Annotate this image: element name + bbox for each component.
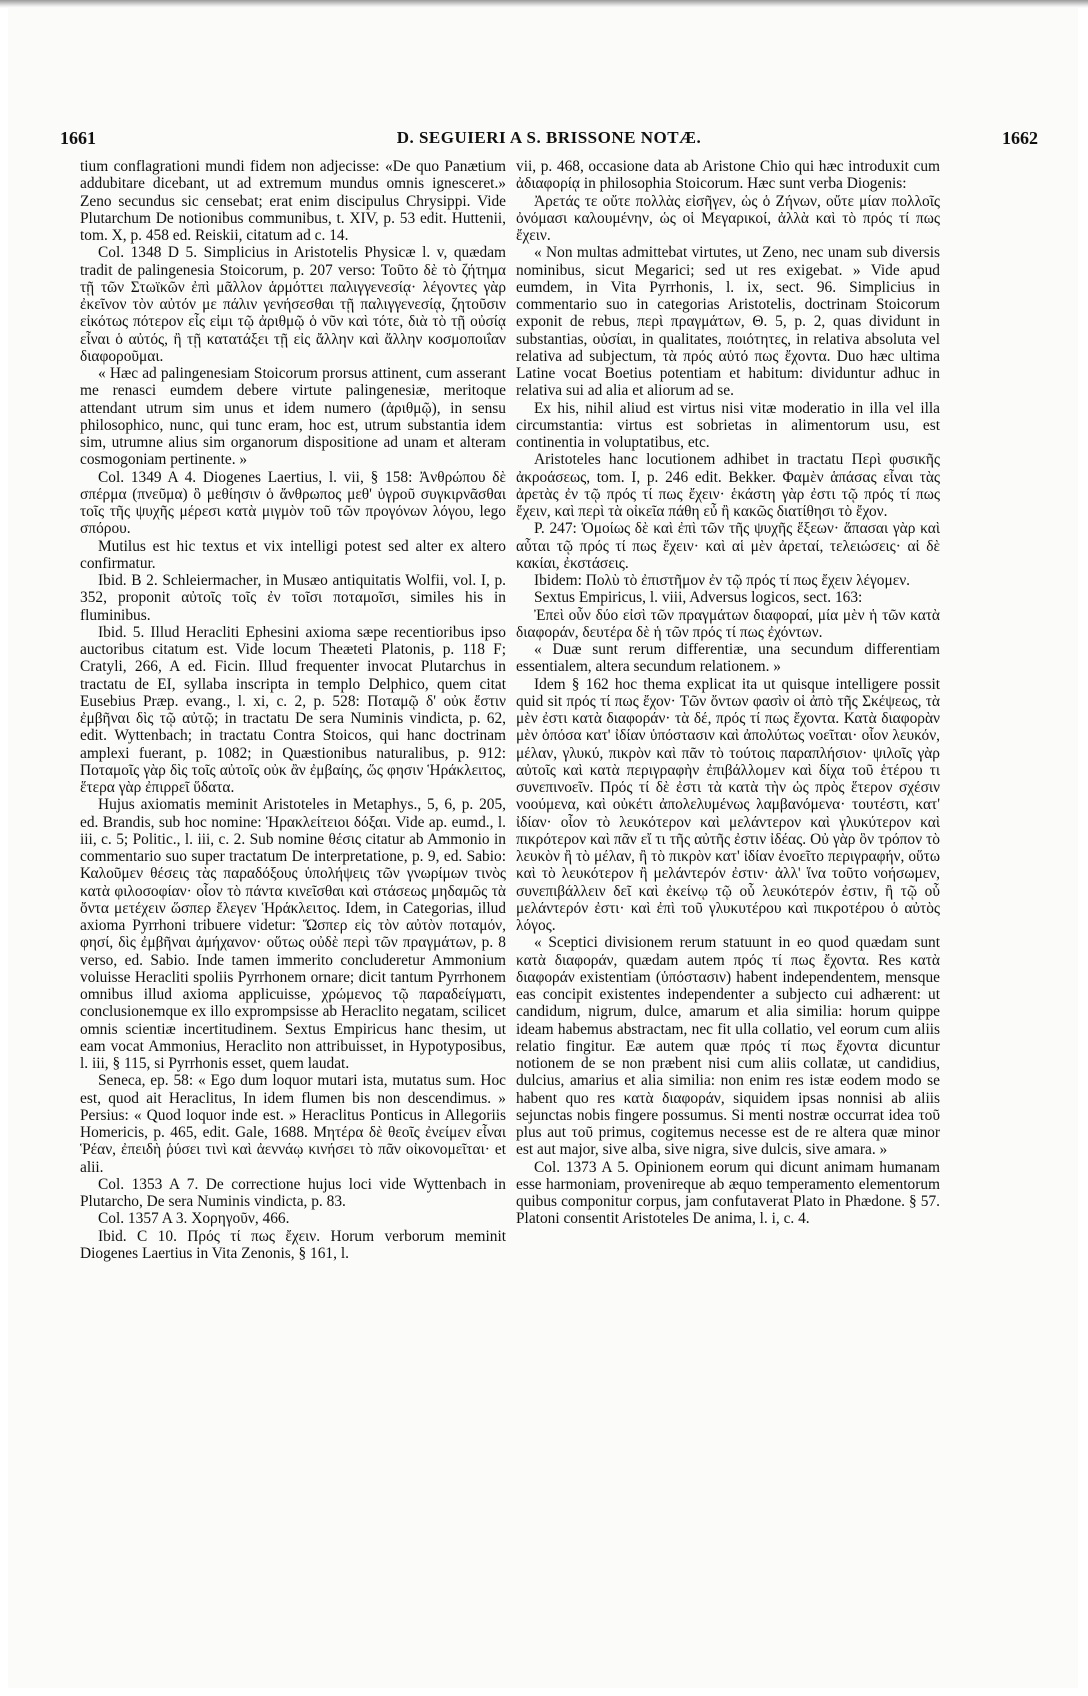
paragraph: Seneca, ep. 58: « Ego dum loquor mutari ista, mutatus sum. Hoc est, quod ait Heraclitus, In idem flumen bis non descendimus. » Persius: « Quod loquor inde est. » Heraclitus Ponticus in Allegoriis Homericis, p. 465, edit. Gale, 1688. Μητέρα δὲ θεοῖς ἐνείμεν εἶναι Ῥέαν, ἐπειδὴ ῥύσει τινὶ καὶ ἀεννάῳ κινήσει τὸ πᾶν οἰκονομεῖται· et alii. [80, 1072, 506, 1176]
page-number-right: 1662 [1002, 128, 1038, 148]
paragraph: Col. 1349 A 4. Diogenes Laertius, l. vii, § 158: Ἀνθρώπου δὲ σπέρμα (πνεῦμα) ὃ μεθίησιν ὁ ἄνθρωπος μεθ' ὑγροῦ συγκιρνᾶσθαι τοῖς τῆς ψυχῆς μέρεσι κατὰ μιγμὸν τοῦ τῶν προγόνων λόγου, lego σπόρου. [80, 468, 506, 538]
paragraph: Ἀρετάς τε οὔτε πολλὰς εἰσῆγεν, ὡς ὁ Ζήνων, οὔτε μίαν πολλοῖς ὀνόμασι καλουμένην, ὡς οἱ Μεγαρικοί, ἀλλὰ καὶ τὸ πρός τί πως ἔχειν. [516, 192, 940, 244]
paragraph: Aristoteles hanc locutionem adhibet in tractatu Περὶ φυσικῆς ἀκροάσεως, tom. I, p. 246 edit. Bekker. Φαμὲν ἁπάσας εἶναι τὰς ἀρετὰς ἐν τῷ πρός τί πως ἔχειν· ἑκάστη γὰρ ἐστι τῷ πρός τί πως ἔχειν, καὶ περὶ τὰ οἰκεῖα πάθη εὖ ἢ κακῶς διατίθησι τὸ ἔχον. [516, 451, 940, 520]
right-column [516, 158, 940, 1648]
running-title: D. SEGUIERI A S. BRISSONE NOTÆ. [396, 128, 702, 147]
paragraph: Hujus axiomatis meminit Aristoteles in Metaphys., 5, 6, p. 205, ed. Brandis, sub hoc nomine: Ἡρακλείτειοι δόξαι. Vide ap. eumd., l. iii, c. 5; Politic., l. iii, c. 2. Sub nomine θέσις citatur ab Ammonio in commentario suo super tractatum De interpretatione, p. 9, ed. Sabio: Καλοῦμεν θέσεις τὰς παραδόξους ὑπολήψεις τῶν γνωρίμων τινὸς κατὰ φιλοσοφίαν· οἷον τὸ πάντα κινεῖσθαι καὶ στάσεως μηδαμῶς τὰ ὄντα μετέχειν ὥσπερ ἔλεγεν Ἡράκλειτος. Idem, in Categorias, illud axioma Pyrrhoni tribuere videtur: Ὥσπερ εἰς τὸν αὐτὸν ποταμόν, φησί, δὶς ἐμβῆναι ἀμήχανον· οὕτως οὐδὲ περὶ τῶν πραγμάτων, p. 8 verso, ed. Sabio. Inde tamen immerito concluderetur Ammonium voluisse Heracliti spoliis Pyrrhonem ornare; dicit tantum Pyrrhonem omnibus illud axioma applicuisse, χρώμενος τῷ παραδείγματι, conclusionemque ex illo exprompsisse ab Heraclito negatam, scilicet omnis scientiæ incertitudinem. Sextus Empiricus hanc thesim, ut eam vocat Ammonius, Heraclito non attribuisset, in Hypotyposibus, l. iii, § 115, si Pyrrhonis esset, quem laudat. [80, 796, 506, 1072]
paragraph: Ibid. C 10. Πρός τί πως ἔχειν. Horum verborum meminit Diogenes Laertius in Vita Zenonis, § 161, l. [80, 1227, 506, 1262]
paragraph: « Hæc ad palingenesiam Stoicorum prorsus attinent, cum asserant me renasci eumdem debere virtute palingenesiæ, meritoque attendant utrum sim unus et idem numero (ἀριθμῷ), in sensu philosophico, nunc, qui tunc eram, hoc est, utrum substantia idem sim, utrumne alius sim organorum dispositione ad unam et alteram cosmogoniam pertinente. » [80, 365, 506, 469]
scan-edge [0, 0, 1088, 8]
paragraph: Ex his, nihil aliud est virtus nisi vitæ moderatio in illa vel illa circumstantia: virtus est sobrietas in alimentorum usu, est continentia in voluptatibus, etc. [516, 399, 940, 451]
paragraph: Col. 1353 A 7. De correctione hujus loci vide Wyttenbach in Plutarcho, De sera Numinis vindicta, p. 83. [80, 1175, 506, 1210]
paragraph: Col. 1373 A 5. Opinionem eorum qui dicunt animam humanam esse harmoniam, provenireque ab æquo temperamento elementorum quibus componitur corpus, jam confutaverat Plato in Phædone. § 57. Platoni consentit Aristoteles De anima, l. i, c. 4. [516, 1158, 940, 1228]
paragraph: P. 247: Ὁμοίως δὲ καὶ ἐπὶ τῶν τῆς ψυχῆς ἕξεων· ἅπασαι γὰρ καὶ αὗται τῷ πρός τί πως ἔχειν· καὶ αἱ μὲν ἀρεταί, τελειώσεις· αἱ δὲ κακίαι, ἐκστάσεις. [516, 520, 940, 572]
paragraph: « Non multas admittebat virtutes, ut Zeno, nec unam sub diversis nominibus, sicut Megarici; sed ut res exigebat. » Vide apud eumdem, in Vita Pyrrhonis, l. ix, sect. 96. Simplicius in commentario suo in categorias Aristotelis, doctrinam Stoicorum exponit de rebus, περὶ πραγμάτων, Θ. 5, p. 2, quas dividunt in substantias, οὐσίαι, in qualitates, ποιότητες, in relativa absoluta vel relativa ad subjectum, τὰ πρός αὑτό πως ἔχοντα. Duo hæc ultima Latine vocat Boetius potentiam et habitum: dividuntur adhuc in relativa sui ad alia et aliorum ad se. [516, 244, 940, 400]
paragraph: Ibid. 5. Illud Heracliti Ephesini axioma sæpe recentioribus ipso auctoribus citatum est. Vide locum Theæteti Platonis, p. 118 F; Cratyli, 266, A ed. Ficin. Illud frequenter invocat Plutarchus in tractatu de EI, syllaba inscripta in templo Delphico, quem citat Eusebius Præp. evang., l. xi, c. 2, p. 528: Ποταμῷ δ' οὐκ ἔστιν ἐμβῆναι δὶς τῷ αὐτῷ; in tractatu De sera Numinis vindicta, p. 62, edit. Wyttenbach; in tractatu Contra Stoicos, qui hanc doctrinam amplexi fuerant, p. 1082; in Quæstionibus naturalibus, p. 912: Ποταμοῖς γὰρ δὶς τοῖς αὐτοῖς οὐκ ἂν ἐμβαίης, ὥς φησιν Ἡράκλειτος, ἕτερα γὰρ ἐπιρρεῖ ὕδατα. [80, 623, 506, 796]
paragraph: Ibidem: Πολὺ τὸ ἐπιστῆμον ἐν τῷ πρός τί πως ἔχειν λέγομεν. [534, 572, 911, 589]
paragraph: vii, p. 468, occasione data ab Aristone Chio qui hæc introduxit cum ἀδιαφορίᾳ in philosophia Stoicorum. Hæc sunt verba Diogenis: [516, 158, 940, 193]
paragraph: Sextus Empiricus, l. viii, Adversus logicos, sect. 163: [534, 589, 863, 607]
paragraph: « Sceptici divisionem rerum statuunt in eo quod quædam sunt κατὰ διαφοράν, quædam autem πρός τί πως ἔχοντα. Res κατὰ διαφοράν existentiam (ὑπόστασιν) habent independentem, mensque eas concipit existentes independenter a subjecto cui adhærent: ut candidum, nigrum, dulce, amarum et alia similia: horum quippe ideam habemus abstractam, nec fit ulla collatio, vel eorum cum aliis relatio fingitur. Eæ autem quæ πρός τί πως ἔχοντα dicuntur notionem de se non præbent nisi cum aliis collatæ, ut candidius, dulcius, amarius et alia similia: non enim res istæ eodem modo se habent quo res κατὰ διαφοράν, siquidem ipsas nonnisi ab aliis sejunctas nobis fingere possumus. Si menti nostræ occurrat idea τοῦ plus aut τοῦ primus, cogitemus necesse est de re altera quæ minor est aut major, sive alba, sive nigra, sive dulcis, sive amara. » [516, 934, 940, 1159]
left-column [80, 158, 506, 1648]
paragraph: Idem § 162 hoc thema explicat ita ut quisque intelligere possit quid sit πρός τί πως ἔχον· Τῶν ὄντων φασὶν οἱ ἀπὸ τῆς Σκέψεως, τὰ μὲν ἐστι κατὰ διαφοράν· τὰ δέ, πρός τί πως ἔχοντα. Κατὰ διαφορὰν μὲν ὁπόσα κατ' ἰδίαν ὑπόστασιν καὶ ἀπολύτως νοεῖται· οἷον λευκόν, μέλαν, γλυκύ, πικρὸν καὶ πᾶν τὸ τούτοις παραπλήσιον· ψιλοῖς γὰρ αὐτοῖς καὶ κατὰ περιγραφὴν ἐπιβάλλομεν καὶ δίχα τοῦ ἑτέρου τι συνεπινοεῖν. Πρός τί δὲ ἐστι τὰ κατὰ τὴν ὡς πρὸς ἕτερον σχέσιν νοούμενα, καὶ οὐκέτι ἀπολελυμένως λαμβανόμενα· τουτέστι, κατ' ἰδίαν· οἷον τὸ λευκότερον καὶ μελάντερον καὶ γλυκύτερον καὶ πικρότερον καὶ πᾶν εἴ τι τῆς αὐτῆς ἐστιν ἰδέας. Οὐ γὰρ ὃν τρόπον τὸ λευκὸν ἢ τὸ μέλαν, ἢ τὸ πικρὸν κατ' ἰδίαν ἐνοεῖτο περιγραφήν, οὕτω καὶ τὸ λευκότερον ἢ μελάντερόν ἐστιν· ἀλλ' ἵνα τοῦτο νοήσωμεν, συνεπιβάλλειν δεῖ καὶ ἐκείνῳ τῷ οὗ λευκότερόν ἐστιν, ἢ τῷ οὗ μελάντερόν ἐστι· καὶ ἐπὶ τοῦ γλυκυτέρου καὶ πικροτέρου ὁ αὐτὸς λόγος. [516, 675, 940, 934]
paragraph: « Duæ sunt rerum differentiæ, una secundum differentiam essentialem, altera secundum relationem. » [516, 641, 940, 676]
running-head [60, 128, 1038, 154]
paragraph: Col. 1357 A 3. Χορηγοῦν, 466. [98, 1210, 290, 1228]
page-number-left: 1661 [60, 128, 96, 148]
paragraph: Col. 1348 D 5. Simplicius in Aristotelis Physicæ l. v, quædam tradit de palingenesia Stoicorum, p. 207 verso: Τοῦτο δὲ τὸ ζήτημα τῇ τῶν Στωϊκῶν ἐπὶ μᾶλλον ἁρμόττει παλιγγενεσίᾳ· λέγοντες γὰρ ἐκεῖνον τὸν αὐτόν με πάλιν γενήσεσθαι τῇ παλιγγενεσίᾳ, ζητοῦσιν εἰκότως πότερον εἷς εἰμι τῷ ἀριθμῷ ὁ νῦν καὶ τότε, διὰ τὸ τῇ οὐσίᾳ εἶναι ὁ αὐτός, ἢ τῇ κατατάξει τῇ εἰς ἄλλην καὶ ἄλλην κοσμοποιΐαν διαφοροῦμαι. [80, 244, 506, 365]
paragraph: Mutilus est hic textus et vix intelligi potest sed alter ex altero confirmatur. [80, 537, 506, 572]
paragraph: tium conflagrationi mundi fidem non adjecisse: «De quo Panætium addubitare dicebant, ut ad extremum mundus omnis ignesceret.» Zeno secundus sic censebat; erat enim discipulus Chrysippi. Vide Plutarchum De notionibus communibus, t. XIV, p. 53 edit. Huttenii, tom. X, p. 458 ed. Reiskii, citatum ad c. 14. [80, 158, 506, 244]
paragraph: Ibid. B 2. Schleiermacher, in Musæo antiquitatis Wolfii, vol. I, p. 352, proponit αὐτοῖς τοῖς ἐν τοῖσι ποταμοῖσι, similes his in fluminibus. [80, 572, 506, 624]
paragraph: Ἐπεὶ οὖν δύο εἰσὶ τῶν πραγμάτων διαφοραί, μία μὲν ἡ τῶν κατὰ διαφοράν, δευτέρα δὲ ἡ τῶν πρός τί πως ἐχόντων. [516, 606, 940, 641]
